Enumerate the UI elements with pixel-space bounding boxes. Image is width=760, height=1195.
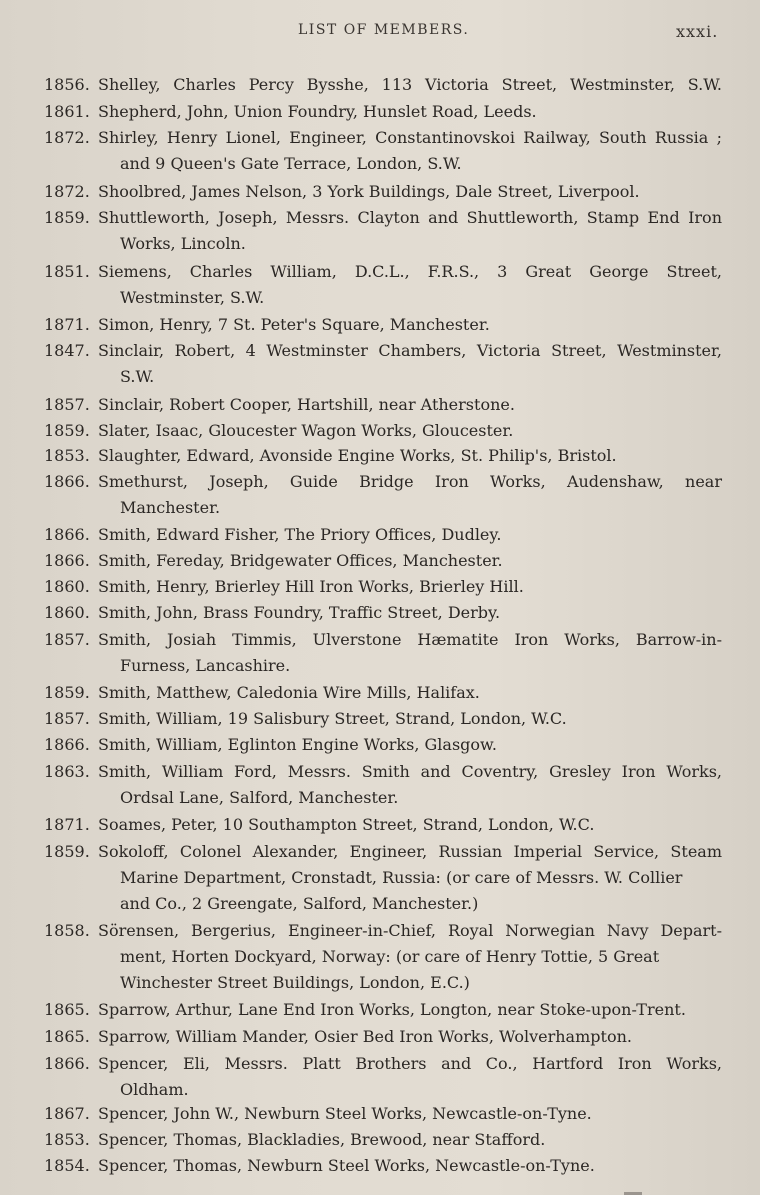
entry-continuation: Ordsal Lane, Salford, Manchester.: [120, 788, 399, 807]
entry-continuation: Oldham.: [120, 1080, 189, 1099]
election-year: 1859.: [44, 208, 90, 227]
entry-line: Smith, Henry, Brierley Hill Iron Works, Brierley Hill.: [98, 577, 524, 596]
member-details: [98, 627, 722, 679]
entry-line: Sinclair, Robert, 4 Westminster Chambers, Victoria Street, Westminster,: [98, 341, 722, 360]
entry-line: Spencer, Thomas, Blackladies, Brewood, near Stafford.: [98, 1130, 546, 1149]
member-details: [98, 338, 722, 390]
member-details: [98, 1127, 722, 1153]
election-year: 1872.: [44, 128, 90, 147]
entry-line: Shelley, Charles Percy Bysshe, 113 Victoria Street, Westminster, S.W.: [98, 75, 722, 94]
entry-line: Sörensen, Bergerius, Engineer-in-Chief, Royal Norwegian Navy Depart-: [98, 921, 722, 940]
member-details: [98, 706, 722, 732]
election-year: 1857.: [44, 630, 90, 649]
member-details: [98, 259, 722, 311]
entry-line: Shoolbred, James Nelson, 3 York Buildings, Dale Street, Liverpool.: [98, 182, 640, 201]
election-year: 1857.: [44, 395, 90, 414]
page-title: LIST OF MEMBERS.: [298, 22, 470, 38]
member-details: [98, 312, 722, 338]
election-year: 1863.: [44, 762, 90, 781]
entry-continuation: Westminster, S.W.: [120, 288, 265, 307]
member-details: [98, 179, 722, 205]
member-details: [98, 548, 722, 574]
entry-continuation: and 9 Queen's Gate Terrace, London, S.W.: [120, 154, 462, 173]
election-year: 1858.: [44, 921, 90, 940]
election-year: 1866.: [44, 472, 90, 491]
member-details: [98, 469, 722, 521]
election-year: 1872.: [44, 182, 90, 201]
member-details: [98, 574, 722, 600]
member-details: [98, 759, 722, 811]
member-details: [98, 1051, 722, 1103]
election-year: 1866.: [44, 1054, 90, 1073]
member-details: [98, 443, 722, 469]
entry-line: Shirley, Henry Lionel, Engineer, Constantinovskoi Railway, South Russia ;: [98, 128, 722, 147]
member-details: [98, 72, 722, 98]
election-year: 1853.: [44, 446, 90, 465]
election-year: 1865.: [44, 1027, 90, 1046]
page-number: xxxi.: [676, 22, 719, 41]
entry-continuation: Manchester.: [120, 498, 221, 517]
entry-line: Smith, Edward Fisher, The Priory Offices, Dudley.: [98, 525, 502, 544]
entry-line: Siemens, Charles William, D.C.L., F.R.S., 3 Great George Street,: [98, 262, 722, 281]
member-details: [98, 418, 722, 444]
election-year: 1861.: [44, 102, 90, 121]
election-year: 1856.: [44, 75, 90, 94]
entry-line: Slater, Isaac, Gloucester Wagon Works, Gloucester.: [98, 421, 514, 440]
entry-continuation: and Co., 2 Greengate, Salford, Manchester.): [120, 894, 479, 913]
election-year: 1859.: [44, 421, 90, 440]
entry-line: Shuttleworth, Joseph, Messrs. Clayton and Shuttleworth, Stamp End Iron: [98, 208, 722, 227]
election-year: 1871.: [44, 815, 90, 834]
entry-continuation: Winchester Street Buildings, London, E.C.): [120, 973, 470, 992]
member-details: [98, 997, 722, 1023]
election-year: 1847.: [44, 341, 90, 360]
member-details: [98, 392, 722, 418]
member-details: [98, 1024, 722, 1050]
entry-line: Sparrow, Arthur, Lane End Iron Works, Longton, near Stoke-upon-Trent.: [98, 1000, 686, 1019]
election-year: 1867.: [44, 1104, 90, 1123]
entry-continuation: S.W.: [120, 367, 155, 386]
election-year: 1860.: [44, 603, 90, 622]
entry-line: Smethurst, Joseph, Guide Bridge Iron Works, Audenshaw, near: [98, 472, 722, 491]
entry-line: Smith, William, Eglinton Engine Works, Glasgow.: [98, 735, 497, 754]
member-details: [98, 732, 722, 758]
member-details: [98, 99, 722, 125]
election-year: 1859.: [44, 683, 90, 702]
entry-line: Smith, William Ford, Messrs. Smith and Coventry, Gresley Iron Works,: [98, 762, 722, 781]
entry-line: Shepherd, John, Union Foundry, Hunslet Road, Leeds.: [98, 102, 537, 121]
entry-line: Slaughter, Edward, Avonside Engine Works, St. Philip's, Bristol.: [98, 446, 617, 465]
entry-continuation: Furness, Lancashire.: [120, 656, 291, 675]
entry-line: Smith, Fereday, Bridgewater Offices, Manchester.: [98, 551, 503, 570]
entry-line: Sinclair, Robert Cooper, Hartshill, near Atherstone.: [98, 395, 515, 414]
entry-continuation: Works, Lincoln.: [120, 234, 246, 253]
member-details: [98, 600, 722, 626]
member-details: [98, 125, 722, 177]
entry-line: Smith, Josiah Timmis, Ulverstone Hæmatite Iron Works, Barrow-in-: [98, 630, 722, 649]
entry-line: Smith, Matthew, Caledonia Wire Mills, Halifax.: [98, 683, 480, 702]
election-year: 1854.: [44, 1156, 90, 1175]
entry-line: Sparrow, William Mander, Osier Bed Iron Works, Wolverhampton.: [98, 1027, 632, 1046]
election-year: 1866.: [44, 525, 90, 544]
entry-continuation: ment, Horten Dockyard, Norway: (or care of Henry Tottie, 5 Great: [120, 947, 660, 966]
member-details: [98, 680, 722, 706]
election-year: 1860.: [44, 577, 90, 596]
entry-line: Simon, Henry, 7 St. Peter's Square, Manchester.: [98, 315, 490, 334]
election-year: 1866.: [44, 551, 90, 570]
entry-line: Smith, John, Brass Foundry, Traffic Street, Derby.: [98, 603, 501, 622]
entry-line: Smith, William, 19 Salisbury Street, Strand, London, W.C.: [98, 709, 567, 728]
member-details: [98, 812, 722, 838]
entry-line: Spencer, Thomas, Newburn Steel Works, Newcastle-on-Tyne.: [98, 1156, 595, 1175]
entry-line: Spencer, Eli, Messrs. Platt Brothers and Co., Hartford Iron Works,: [98, 1054, 722, 1073]
election-year: 1857.: [44, 709, 90, 728]
election-year: 1851.: [44, 262, 90, 281]
election-year: 1866.: [44, 735, 90, 754]
election-year: 1853.: [44, 1130, 90, 1149]
election-year: 1865.: [44, 1000, 90, 1019]
member-details: [98, 522, 722, 548]
election-year: 1859.: [44, 842, 90, 861]
member-details: [98, 918, 722, 996]
member-details: [98, 1153, 722, 1179]
member-details: [98, 1101, 722, 1127]
election-year: 1871.: [44, 315, 90, 334]
member-details: [98, 839, 722, 917]
entry-continuation: Marine Department, Cronstadt, Russia: (or care of Messrs. W. Collier: [120, 868, 683, 887]
entry-line: Spencer, John W., Newburn Steel Works, Newcastle-on-Tyne.: [98, 1104, 592, 1123]
member-details: [98, 205, 722, 257]
entry-line: Sokoloff, Colonel Alexander, Engineer, Russian Imperial Service, Steam: [98, 842, 722, 861]
entry-line: Soames, Peter, 10 Southampton Street, Strand, London, W.C.: [98, 815, 595, 834]
